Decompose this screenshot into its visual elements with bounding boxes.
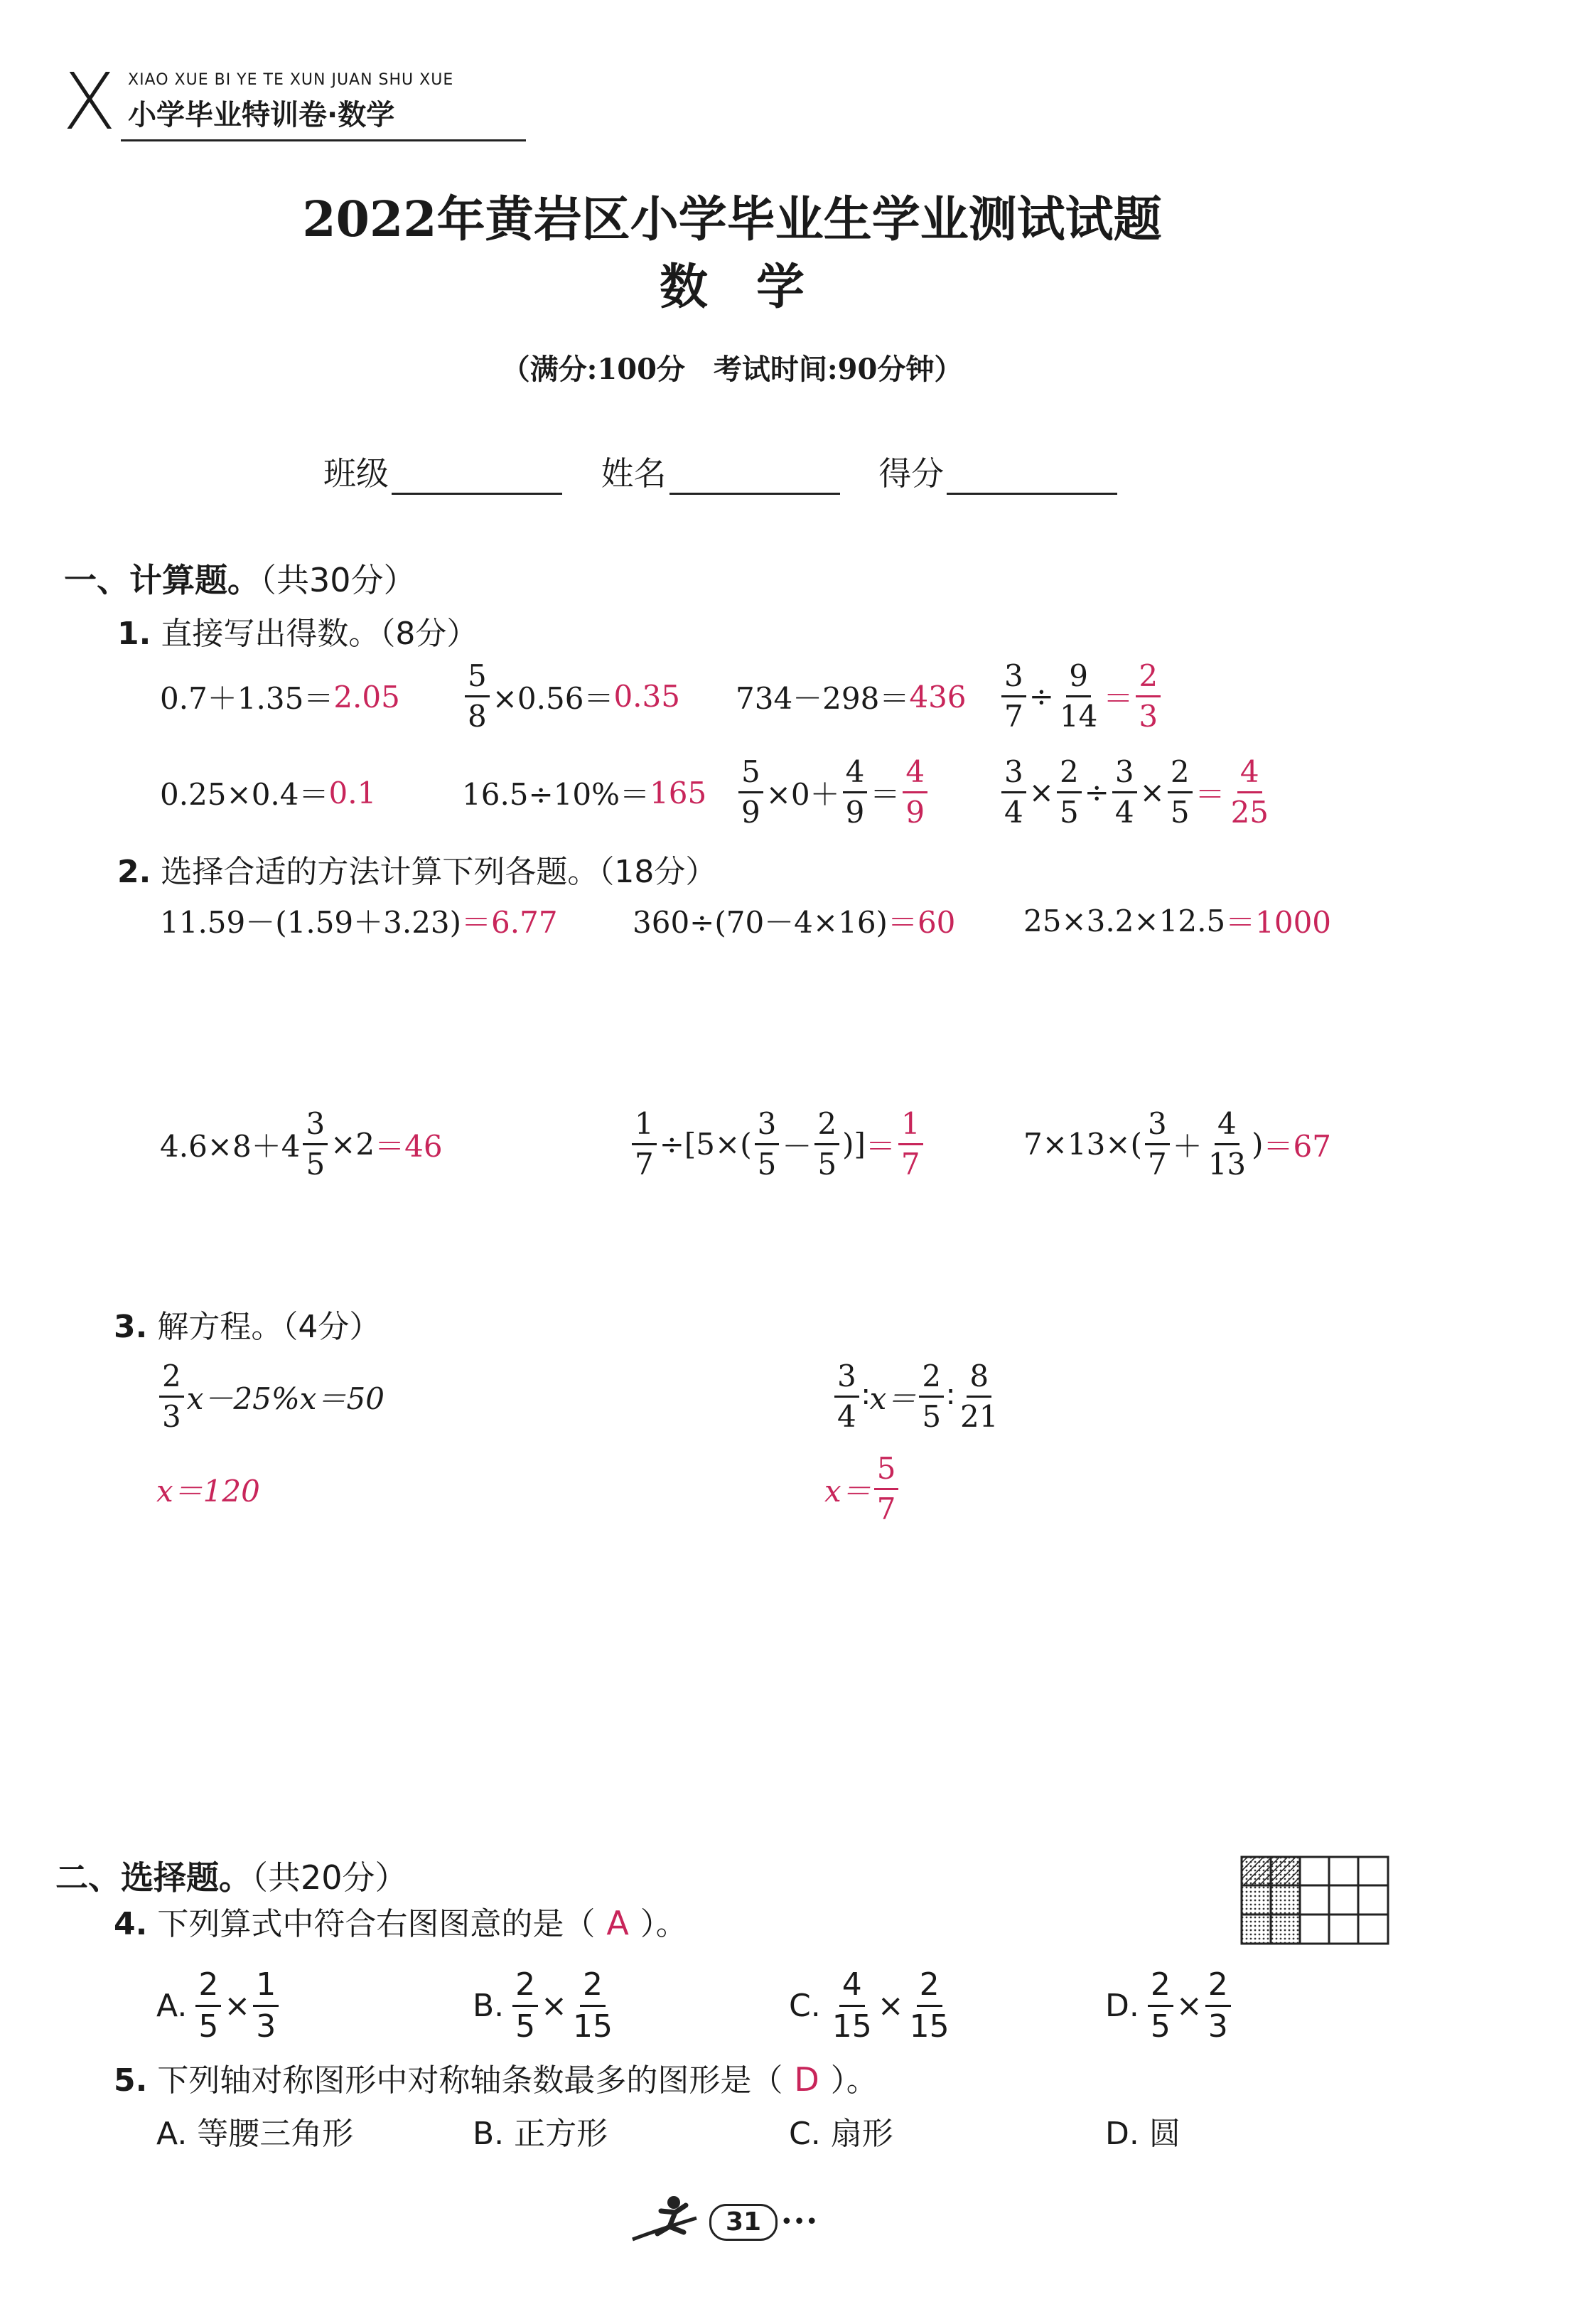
q2-expr4: 4.6×8＋4 $\frac{3}{5}$ ×2 ＝46 [160, 1106, 443, 1182]
student-fields [323, 448, 1146, 495]
page-number: 31 [725, 2207, 762, 2237]
score-label: 得分 [878, 454, 945, 493]
page-dots: ••• [780, 2210, 819, 2234]
q5-answer: D [794, 2060, 819, 2099]
q2-expr2: 360÷(70－4×16) ＝60 [633, 905, 956, 940]
q4-question: 4. 下列算式中符合右图图意的是（ A ）。 [114, 1904, 687, 1942]
q3-answer2: x＝ $\frac{5}{7}$ [824, 1454, 901, 1524]
header-rule [121, 139, 526, 141]
q2-expr5: $\frac{1}{7}$ ÷[5×( $\frac{3}{5}$ － $\frac{2}{5}$ )] ＝ $\frac{1}{7}$ [629, 1109, 926, 1179]
q1-row1-item3: 734－298＝ 436 [736, 679, 967, 716]
q1-row1-item2: $\frac{5}{8}$ ×0.56＝ 0.35 [462, 661, 680, 732]
q5-option-a[interactable]: A. 等腰三角形 [156, 2116, 354, 2152]
q4-option-a[interactable]: A. $\frac{2}{5}$ × $\frac{1}{3}$ [156, 1969, 281, 2042]
page-title: 2022年黄岩区小学毕业生学业测试试题 [302, 191, 1162, 248]
q1-heading: 1. 直接写出得数。（8分） [117, 616, 478, 652]
class-label: 班级 [323, 454, 389, 493]
q2-expr3: 25×3.2×12.5 ＝1000 [1023, 903, 1332, 940]
runner-icon [618, 2190, 711, 2254]
q1-row2-item3: $\frac{5}{9}$ ×0＋ $\frac{4}{9}$ ＝ $\frac{4}{9}$ [736, 757, 930, 828]
q1-row2-item1: 0.25×0.4＝ 0.1 [160, 775, 377, 812]
fraction-grid-figure [1240, 1856, 1389, 1945]
q2-expr6: 7×13×( $\frac{3}{7}$ ＋ $\frac{4}{13}$ ) ＝67 [1023, 1106, 1331, 1182]
series-pinyin: XIAO XUE BI YE TE XUN JUAN SHU XUE [128, 71, 454, 89]
q1-row1-item1: 0.7＋1.35＝ 2.05 [160, 679, 400, 716]
class-field[interactable] [392, 457, 562, 495]
score-field[interactable] [947, 457, 1117, 495]
q5-option-b[interactable]: B. 正方形 [473, 2116, 608, 2152]
subject-title: 数 学 [659, 259, 805, 316]
logo-letter: X [63, 56, 117, 147]
name-label: 姓名 [601, 454, 667, 493]
q4-option-b[interactable]: B. $\frac{2}{5}$ × $\frac{2}{15}$ [473, 1966, 613, 2045]
exam-info: （满分:100分 考试时间:90分钟） [501, 353, 963, 386]
q1-row2-item2: 16.5÷10%＝ 165 [462, 775, 707, 812]
q3-equation1: $\frac{2}{3}$ x－25% x＝50 [156, 1361, 384, 1432]
name-field[interactable] [669, 457, 840, 495]
q2-expr1: 11.59－(1.59＋3.23) ＝6.77 [160, 905, 558, 940]
page-number-badge [709, 2204, 778, 2241]
series-logo [63, 56, 117, 147]
q4-option-c[interactable]: C. $\frac{4}{15}$ × $\frac{2}{15}$ [789, 1966, 950, 2045]
q4-answer: A [606, 1904, 629, 1942]
section2-title: 二、选择题。（共20分） [55, 1858, 408, 1897]
q1-row2-item4: $\frac{3}{4}$ × $\frac{2}{5}$ ÷ $\frac{3}{4}$ × $\frac{2}{5}$ ＝ $\frac{4}{25}$ [999, 757, 1274, 828]
fraction: $\frac{5}{8}$ [465, 661, 490, 732]
q2-heading: 2. 选择合适的方法计算下列各题。（18分） [117, 854, 717, 890]
q4-option-d[interactable]: D. $\frac{2}{5}$ × $\frac{2}{3}$ [1105, 1969, 1234, 2042]
section1-title: 一、计算题。（共30分） [64, 561, 416, 599]
q3-heading: 3. 解方程。（4分） [114, 1309, 381, 1345]
q5-option-d[interactable]: D. 圆 [1105, 2116, 1180, 2152]
series-name: 小学毕业特训卷·数学 [128, 99, 395, 132]
q3-equation2: $\frac{3}{4}$ ∶ x＝ $\frac{2}{5}$ ∶ $\frac{8}{21}$ [832, 1361, 1004, 1432]
q3-answer1: x＝120 [156, 1474, 260, 1509]
q5-question: 5. 下列轴对称图形中对称轴条数最多的图形是（ D ）。 [114, 2060, 878, 2099]
q5-option-c[interactable]: C. 扇形 [789, 2116, 893, 2152]
q1-row1-item4: $\frac{3}{7}$ ÷ $\frac{9}{14}$ ＝ $\frac{2}{3}$ [999, 661, 1163, 732]
